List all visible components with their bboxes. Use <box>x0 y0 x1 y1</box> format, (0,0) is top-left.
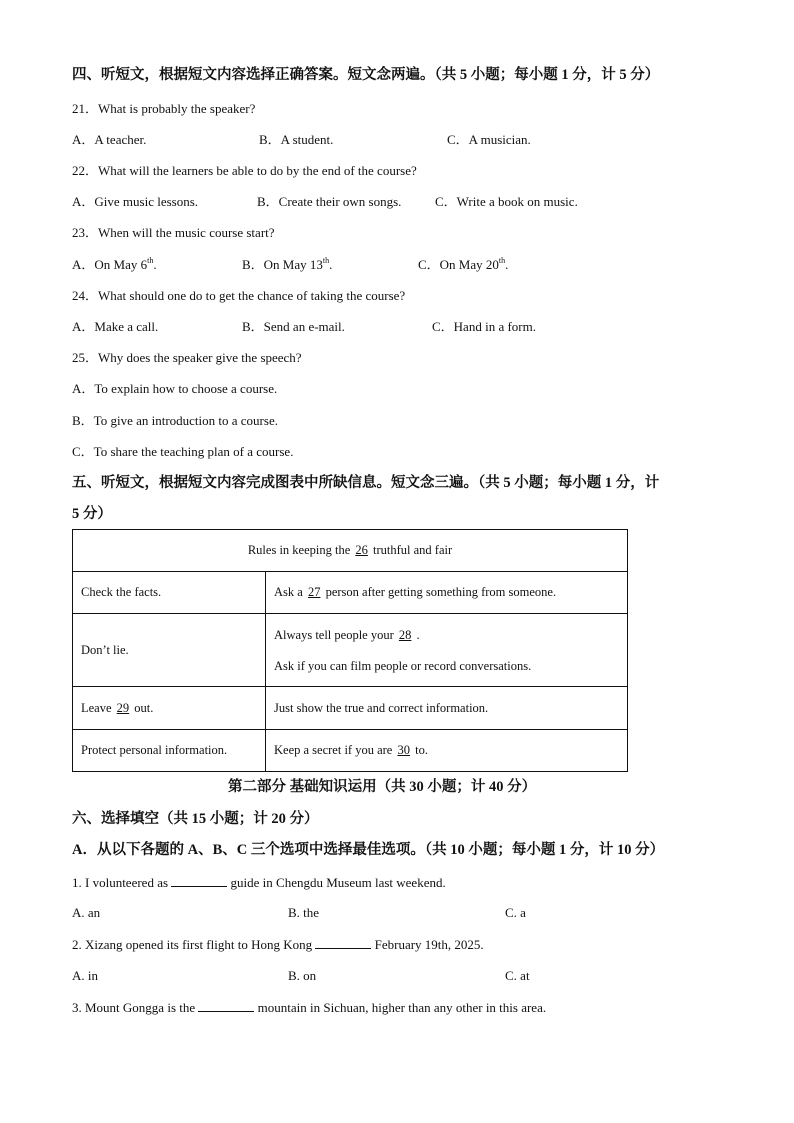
q2-pre: 2. Xizang opened its first flight to Hong Kong <box>72 937 316 952</box>
row4-right-post: to. <box>411 743 428 757</box>
question-2-stem <box>72 936 484 953</box>
row2-right-line2: Ask if you can film people or record conversations. <box>274 658 532 673</box>
row3-left-pre: Leave <box>81 700 115 715</box>
section-4-heading: 四、听短文，根据短文内容选择正确答案。短文念两遍。（共 5 小题；每小题 1 分，计 5 分） <box>72 67 660 83</box>
table-title-row <box>73 530 628 572</box>
q21-option-a[interactable]: A．A teacher. <box>72 132 147 147</box>
q2-option-a[interactable]: A. in <box>72 968 98 983</box>
q23-c-post: . <box>505 257 509 272</box>
question-1-stem <box>72 874 446 891</box>
q22-option-c[interactable]: C．Write a book on music. <box>435 194 578 209</box>
q23-a-sup: th <box>147 256 154 265</box>
section-6-heading: 六、选择填空（共 15 小题；计 20 分） <box>72 811 319 827</box>
q23-b-post: . <box>329 257 333 272</box>
q25-option-c[interactable]: C．To share the teaching plan of a course. <box>72 444 294 459</box>
table-row <box>73 730 628 772</box>
q1-option-c[interactable]: C. a <box>505 905 526 920</box>
q24-option-c[interactable]: C．Hand in a form. <box>432 319 536 334</box>
blank-27[interactable]: 27 <box>307 585 321 599</box>
question-22-stem: 22．What will the learners be able to do by the end of the course? <box>72 163 417 178</box>
row4-right <box>266 730 628 772</box>
q25-option-b[interactable]: B．To give an introduction to a course. <box>72 413 278 428</box>
question-3-stem <box>72 999 546 1016</box>
row2-line1-post: . <box>413 627 420 642</box>
row2-right-line1 <box>274 627 619 643</box>
q1-pre: 1. I volunteered as <box>72 875 172 890</box>
row3-left <box>73 687 266 730</box>
part-2-title: 第二部分 基础知识运用（共 30 小题；计 40 分） <box>228 779 537 795</box>
q3-post: mountain in Sichuan, higher than any other in this area. <box>254 1000 547 1015</box>
q1-option-b[interactable]: B. the <box>288 905 320 920</box>
row4-right-pre: Keep a secret if you are <box>274 743 396 757</box>
question-24-stem: 24．What should one do to get the chance of taking the course? <box>72 288 406 303</box>
q22-option-a[interactable]: A．Give music lessons. <box>72 194 199 209</box>
table-row <box>73 572 628 614</box>
blank-28[interactable]: 28 <box>398 627 412 642</box>
q2-post: February 19th, 2025. <box>371 937 484 952</box>
q22-option-b[interactable]: B．Create their own songs. <box>257 194 402 209</box>
q3-blank[interactable] <box>198 999 254 1012</box>
q3-pre: 3. Mount Gongga is the <box>72 1000 199 1015</box>
row2-line1-pre: Always tell people your <box>274 627 397 642</box>
q25-option-a[interactable]: A．To explain how to choose a course. <box>72 381 278 396</box>
q23-c-text: C．On May 20 <box>418 257 499 272</box>
q2-option-c[interactable]: C. at <box>505 968 530 983</box>
q1-post: guide in Chengdu Museum last weekend. <box>227 875 446 890</box>
q2-option-b[interactable]: B. on <box>288 968 317 983</box>
table-title-cell <box>73 530 628 572</box>
question-25-stem: 25．Why does the speaker give the speech? <box>72 350 302 365</box>
blank-29[interactable]: 29 <box>116 700 130 715</box>
q24-option-b[interactable]: B．Send an e-mail. <box>242 319 345 334</box>
q23-b-text: B．On May 13 <box>242 257 323 272</box>
row1-left: Check the facts. <box>73 572 266 614</box>
blank-30[interactable]: 30 <box>397 743 410 757</box>
row1-right <box>266 572 628 614</box>
title-pre: Rules in keeping the <box>247 543 354 557</box>
table-row <box>73 614 628 687</box>
row1-right-post: person after getting something from someone. <box>322 585 557 599</box>
q23-option-c[interactable] <box>418 257 508 273</box>
q23-option-a[interactable] <box>72 257 157 273</box>
q23-option-b[interactable] <box>242 257 332 273</box>
row3-left-post: out. <box>131 700 154 715</box>
row2-right <box>266 614 628 687</box>
table-row <box>73 687 628 730</box>
q21-option-c[interactable]: C．A musician. <box>447 132 531 147</box>
question-21-stem: 21．What is probably the speaker? <box>72 101 256 116</box>
blank-26[interactable]: 26 <box>355 543 368 557</box>
section-5-heading: 五、听短文，根据短文内容完成图表中所缺信息。短文念三遍。（共 5 小题；每小题 1 分，计 <box>72 475 660 491</box>
q1-blank[interactable] <box>171 874 227 887</box>
section-5-heading-cont: 5 分） <box>72 506 112 522</box>
q23-a-text: A．On May 6 <box>72 257 148 272</box>
q1-option-a[interactable]: A. an <box>72 905 101 920</box>
rules-table <box>72 529 628 772</box>
row4-left: Protect personal information. <box>73 730 266 772</box>
q23-c-sup: th <box>498 256 506 265</box>
q21-option-b[interactable]: B．A student. <box>259 132 334 147</box>
q23-b-sup: th <box>322 256 330 265</box>
q2-blank[interactable] <box>315 936 371 949</box>
row1-right-pre: Ask a <box>274 585 306 599</box>
title-post: truthful and fair <box>369 543 453 557</box>
section-a-heading: A．从以下各题的 A、B、C 三个选项中选择最佳选项。（共 10 小题；每小题 1 分，计 10 分） <box>72 842 665 858</box>
row3-right: Just show the true and correct information. <box>266 687 628 730</box>
question-23-stem: 23．When will the music course start? <box>72 225 275 240</box>
q24-option-a[interactable]: A．Make a call. <box>72 319 159 334</box>
q23-a-post: . <box>153 257 157 272</box>
row2-left: Don’t lie. <box>73 614 266 687</box>
